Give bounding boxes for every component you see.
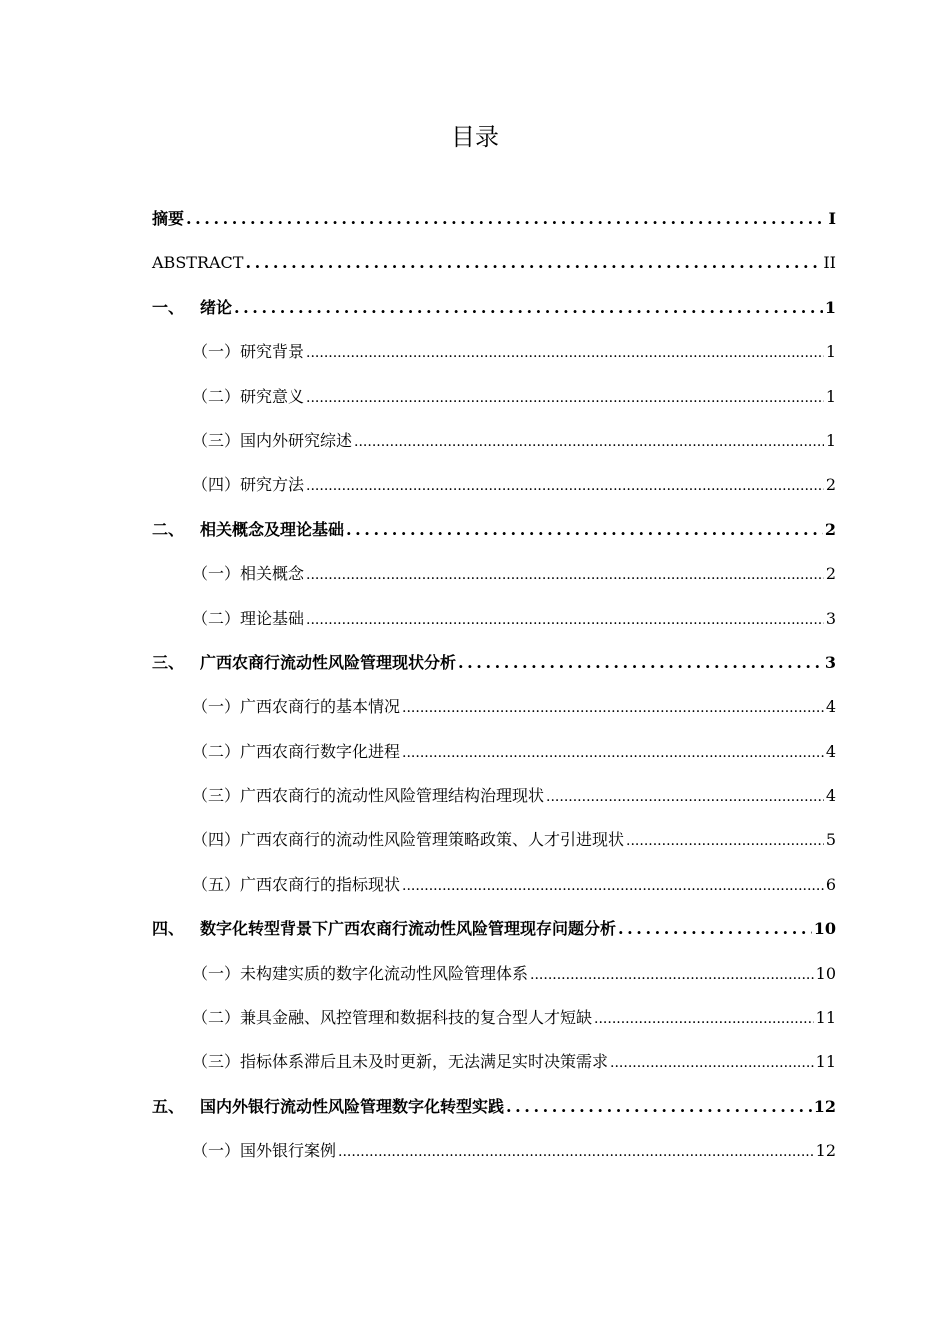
toc-dot-leader bbox=[338, 1139, 814, 1164]
toc-section-entry[interactable] bbox=[152, 607, 836, 651]
toc-page-number: 11 bbox=[815, 1052, 836, 1072]
toc-entry-text: （一）广西农商行的基本情况 bbox=[192, 697, 401, 717]
toc-entry-number: 二、 bbox=[152, 519, 185, 539]
toc-section-entry[interactable] bbox=[152, 429, 836, 473]
toc-dot-leader bbox=[306, 562, 824, 587]
toc-entry-text: ABSTRACT bbox=[152, 253, 244, 273]
toc-chapter-entry[interactable] bbox=[152, 651, 836, 695]
toc-section-entry[interactable] bbox=[152, 385, 836, 429]
toc-page-number: 2 bbox=[825, 475, 836, 495]
toc-section-entry[interactable] bbox=[152, 784, 836, 828]
toc-dot-leader bbox=[506, 1095, 812, 1119]
toc-dot-leader bbox=[306, 473, 824, 498]
toc-page-number: I bbox=[828, 209, 836, 228]
toc-dot-leader bbox=[306, 385, 824, 410]
toc-entry-text: 广西农商行流动性风险管理现状分析 bbox=[200, 652, 457, 672]
toc-entry-text: （一）未构建实质的数字化流动性风险管理体系 bbox=[192, 963, 529, 983]
toc-section-entry[interactable] bbox=[152, 695, 836, 739]
toc-chapter-entry[interactable] bbox=[152, 251, 836, 295]
toc-dot-leader bbox=[346, 518, 823, 542]
toc-list bbox=[152, 207, 836, 1184]
toc-page-number: 11 bbox=[815, 1008, 836, 1028]
toc-dot-leader bbox=[402, 695, 824, 720]
toc-page-number: 4 bbox=[825, 741, 836, 761]
toc-page-number: 10 bbox=[815, 963, 836, 983]
toc-page-number: 1 bbox=[825, 386, 836, 406]
toc-page-number: 3 bbox=[825, 608, 836, 628]
toc-entry-text: （二）理论基础 bbox=[192, 608, 305, 628]
toc-entry-text: （一）国外银行案例 bbox=[192, 1141, 337, 1161]
toc-page-number: 12 bbox=[815, 1141, 836, 1161]
toc-dot-leader bbox=[186, 207, 827, 231]
toc-entry-text: 绪论 bbox=[200, 297, 233, 317]
toc-page-number: 12 bbox=[813, 1096, 836, 1116]
toc-entry-text: （一）研究背景 bbox=[192, 342, 305, 362]
toc-page-number: 4 bbox=[825, 786, 836, 806]
toc-dot-leader bbox=[402, 873, 824, 898]
toc-page-number: 2 bbox=[825, 564, 836, 584]
toc-entry-number: 三、 bbox=[152, 652, 185, 672]
toc-dot-leader bbox=[618, 917, 812, 941]
toc-section-entry[interactable] bbox=[152, 473, 836, 517]
toc-page-number: 1 bbox=[825, 430, 836, 450]
toc-entry-text: 摘要 bbox=[152, 209, 185, 228]
toc-page-number: 10 bbox=[813, 919, 836, 939]
toc-entry-text: （三）广西农商行的流动性风险管理结构治理现状 bbox=[192, 786, 545, 806]
toc-dot-leader bbox=[610, 1050, 814, 1075]
toc-chapter-entry[interactable] bbox=[152, 917, 836, 961]
toc-page-number: 1 bbox=[824, 297, 836, 317]
toc-title: 目录 bbox=[451, 123, 499, 151]
toc-dot-leader bbox=[306, 340, 824, 365]
toc-page-number: 3 bbox=[824, 652, 836, 672]
toc-entry-text: （一）相关概念 bbox=[192, 564, 305, 584]
toc-entry-text: （五）广西农商行的指标现状 bbox=[192, 874, 401, 894]
toc-page-number: 2 bbox=[824, 519, 836, 539]
toc-section-entry[interactable] bbox=[152, 562, 836, 606]
toc-section-entry[interactable] bbox=[152, 828, 836, 872]
toc-entry-text: （二）兼具金融、风控管理和数据科技的复合型人才短缺 bbox=[192, 1008, 593, 1028]
toc-chapter-entry[interactable] bbox=[152, 207, 836, 251]
toc-dot-leader bbox=[234, 296, 823, 320]
toc-dot-leader bbox=[546, 784, 824, 809]
toc-entry-text: 数字化转型背景下广西农商行流动性风险管理现存问题分析 bbox=[200, 919, 617, 939]
toc-entry-text: （三）指标体系滞后且未及时更新，无法满足实时决策需求 bbox=[192, 1052, 609, 1072]
toc-section-entry[interactable] bbox=[152, 340, 836, 384]
toc-page-number: 5 bbox=[825, 830, 836, 850]
toc-dot-leader bbox=[402, 740, 824, 765]
toc-chapter-entry[interactable] bbox=[152, 518, 836, 562]
toc-entry-number: 一、 bbox=[152, 297, 185, 317]
toc-page-number: 6 bbox=[825, 874, 836, 894]
toc-section-entry[interactable] bbox=[152, 962, 836, 1006]
toc-entry-text: 国内外银行流动性风险管理数字化转型实践 bbox=[200, 1096, 505, 1116]
toc-entry-text: （四）研究方法 bbox=[192, 475, 305, 495]
toc-chapter-entry[interactable] bbox=[152, 296, 836, 340]
toc-section-entry[interactable] bbox=[152, 1006, 836, 1050]
toc-dot-leader bbox=[245, 251, 821, 275]
toc-section-entry[interactable] bbox=[152, 873, 836, 917]
toc-entry-text: （二）广西农商行数字化进程 bbox=[192, 741, 401, 761]
toc-section-entry[interactable] bbox=[152, 1139, 836, 1183]
toc-page-number: 1 bbox=[825, 342, 836, 362]
toc-page-number: 4 bbox=[825, 697, 836, 717]
toc-chapter-entry[interactable] bbox=[152, 1095, 836, 1139]
toc-entry-text: 相关概念及理论基础 bbox=[200, 519, 345, 539]
toc-dot-leader bbox=[458, 651, 823, 675]
toc-section-entry[interactable] bbox=[152, 1050, 836, 1094]
toc-dot-leader bbox=[306, 607, 824, 632]
toc-dot-leader bbox=[530, 962, 814, 987]
toc-dot-leader bbox=[354, 429, 824, 454]
toc-entry-number: 五、 bbox=[152, 1096, 185, 1116]
toc-entry-number: 四、 bbox=[152, 919, 185, 939]
toc-dot-leader bbox=[594, 1006, 814, 1031]
toc-dot-leader bbox=[626, 828, 824, 853]
toc-section-entry[interactable] bbox=[152, 740, 836, 784]
toc-page-number: II bbox=[823, 253, 836, 273]
toc-entry-text: （四）广西农商行的流动性风险管理策略政策、人才引进现状 bbox=[192, 830, 625, 850]
toc-entry-text: （二）研究意义 bbox=[192, 386, 305, 406]
toc-entry-text: （三）国内外研究综述 bbox=[192, 430, 353, 450]
